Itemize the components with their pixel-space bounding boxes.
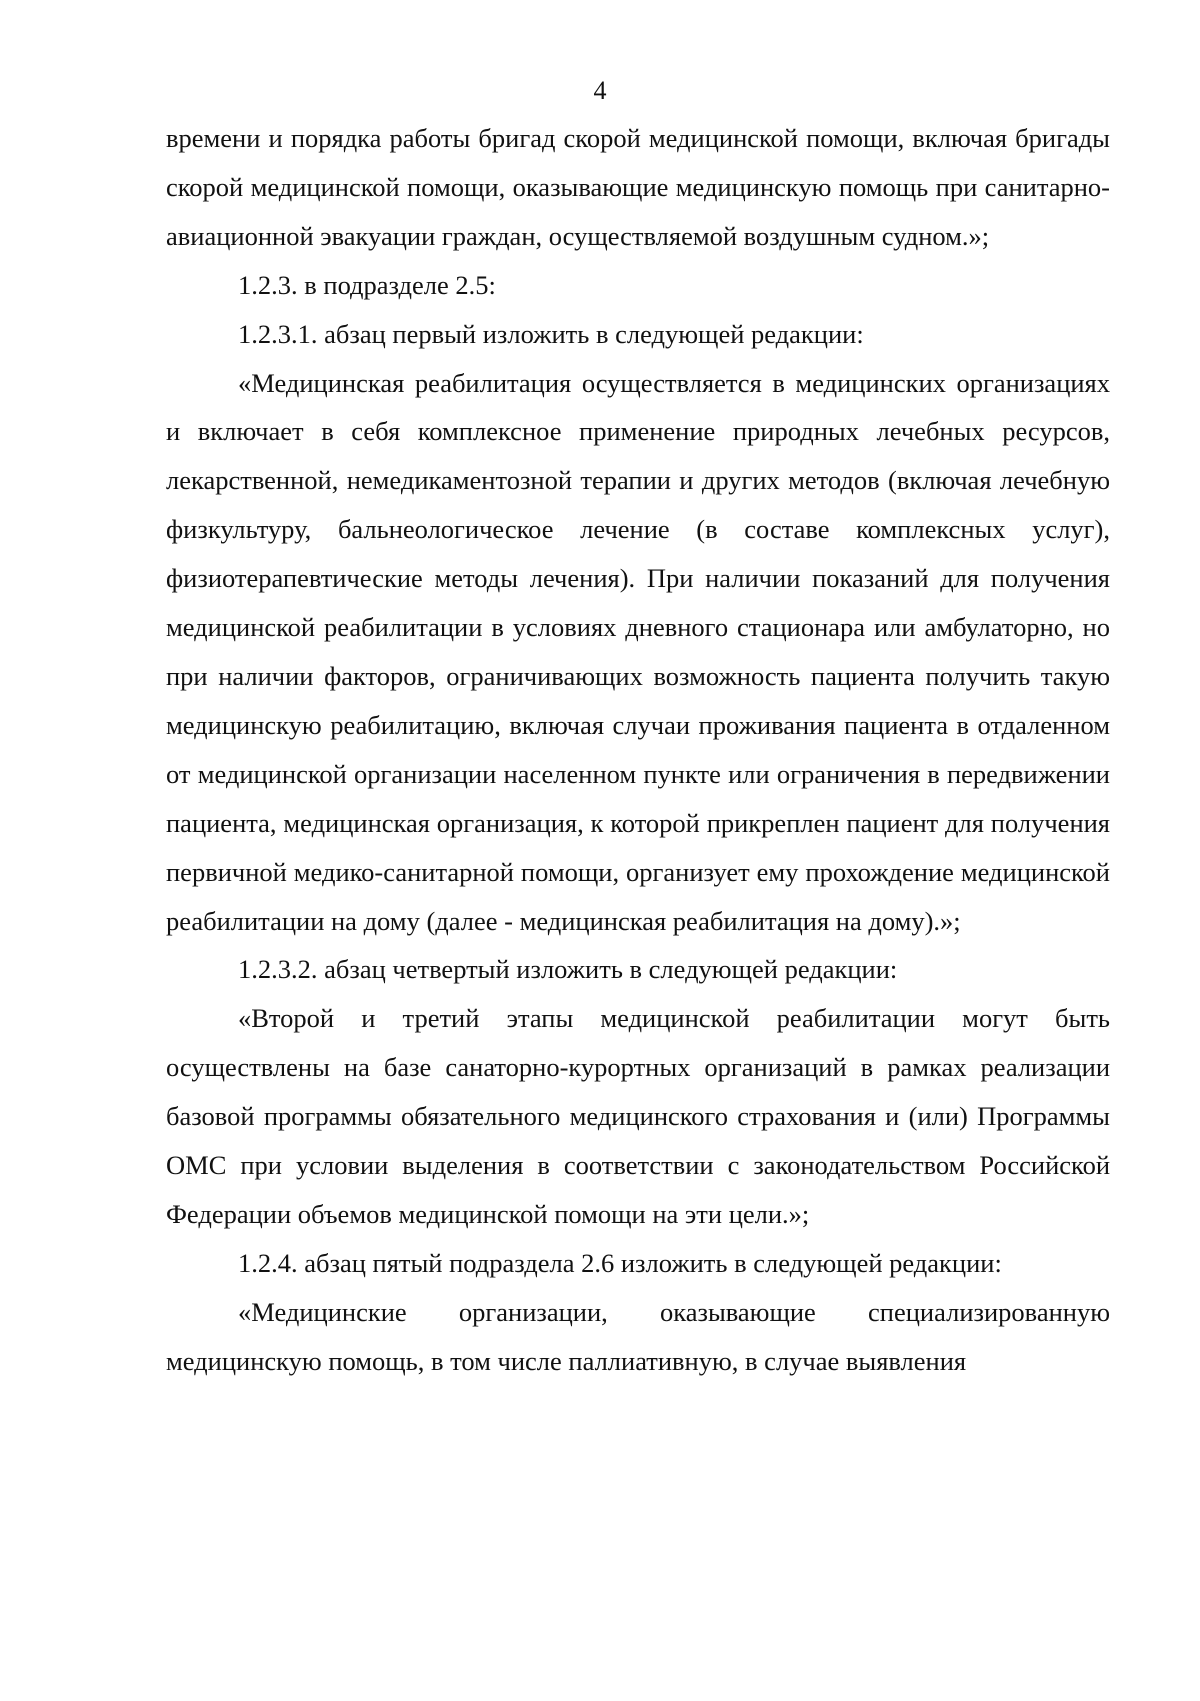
paragraph-item-1-2-3: 1.2.3. в подразделе 2.5: [238,269,496,300]
paragraph-quote-rehabilitation: «Медицинская реабилитация осуществляется в медицинских организациях и включает в себя комплексное применение природных лечебных ресурсов, лекарственной, немедикаментозной терапии и других методов (включая лечебную физкультуру, бальнеологическое лечение (в составе комплексных услуг), физиотерапевтические методы лечения). При наличии показаний для получения медицинской реабилитации в условиях дневного стационара или амбулаторно, но при наличии факторов, ограничивающих возможность пациента получить такую медицинскую реабилитацию, включая случаи проживания пациента в отдаленном от медицинской организации населенном пункте или ограничения в передвижении пациента, медицинская организация, к которой прикреплен пациент для получения первичной медико-санитарной помощи, организует ему прохождение медицинской реабилитации на дому (далее - медицинская реабилитация на дому).»; [166,367,1110,936]
page-number: 4 [593,76,607,105]
document-body [166,114,1110,1386]
paragraph-item-1-2-3-1: 1.2.3.1. абзац первый изложить в следующей редакции: [238,318,864,349]
paragraph-item-1-2-4: 1.2.4. абзац пятый подраздела 2.6 изложить в следующей редакции: [238,1247,1002,1278]
paragraph-item-1-2-3-2: 1.2.3.2. абзац четвертый изложить в следующей редакции: [238,954,898,985]
paragraph-quote-organizations: «Медицинские организации, оказывающие специализированную медицинскую помощь, в том числе паллиативную, в случае выявления [166,1296,1110,1376]
paragraph-quote-stages: «Второй и третий этапы медицинской реабилитации могут быть осуществлены на базе санаторно-курортных организаций в рамках реализации базовой программы обязательного медицинского страхования и (или) Программы ОМС при условии выделения в соответствии с законодательством Российской Федерации объемов медицинской помощи на эти цели.»; [166,1003,1110,1229]
paragraph-continuation: времени и порядка работы бригад скорой медицинской помощи, включая бригады скорой медицинской помощи, оказывающие медицинскую помощь при санитарно-авиационной эвакуации граждан, осуществляемой воздушным судном.»; [166,123,1110,251]
